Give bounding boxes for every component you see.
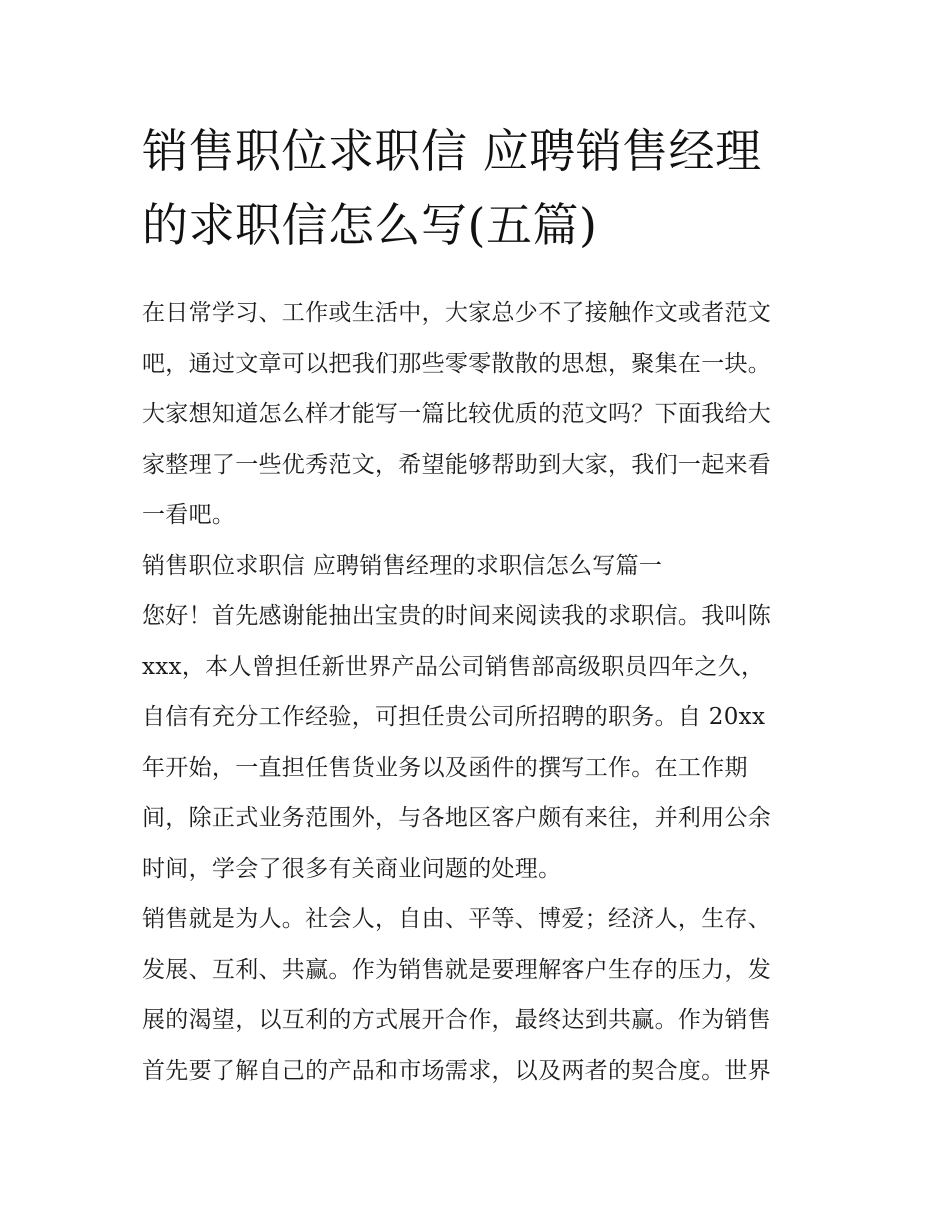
text-line: 自信有充分工作经验，可担任贵公司所招聘的职务。自 20xx — [142, 704, 766, 730]
title-line: 销售职位求职信 应聘销售经理 — [142, 124, 762, 178]
cover-letter-paragraph-2 — [142, 894, 814, 1096]
text-line: 时间，学会了很多有关商业问题的处理。 — [142, 855, 562, 882]
title-line: 的求职信怎么写(五篇) — [142, 198, 598, 252]
text-line: 您好！首先感谢能抽出宝贵的时间来阅读我的求职信。我叫陈 — [142, 603, 772, 629]
text-line: 大家想知道怎么样才能写一篇比较优质的范文吗？下面我给大 — [142, 401, 772, 427]
cover-letter-paragraph-1 — [142, 591, 814, 894]
text-line: 展的渴望，以互利的方式展开合作，最终达到共赢。作为销售 — [142, 1007, 772, 1033]
text-line: 销售就是为人。社会人，自由、平等、博爱；经济人，生存、 — [142, 906, 772, 932]
text-line: 吧，通过文章可以把我们那些零零散散的思想，聚集在一块。 — [142, 350, 772, 377]
text-line: 间，除正式业务范围外，与各地区客户颇有来往，并利用公余 — [142, 805, 772, 831]
document-title — [142, 114, 814, 262]
text-line: 发展、互利、共赢。作为销售就是要理解客户生存的压力，发 — [142, 956, 772, 983]
document-body — [142, 114, 814, 1096]
intro-paragraph — [142, 288, 814, 541]
text-line: 年开始，一直担任售货业务以及函件的撰写工作。在工作期 — [142, 754, 748, 781]
text-line: xxx，本人曾担任新世界产品公司销售部高级职员四年之久， — [142, 653, 765, 680]
text-line: 首先要了解自己的产品和市场需求，以及两者的契合度。世界 — [142, 1057, 772, 1084]
text-line: 销售职位求职信 应聘销售经理的求职信怎么写篇一 — [142, 552, 663, 579]
section-heading — [142, 541, 814, 592]
text-line: 一看吧。 — [142, 502, 236, 528]
text-line: 家整理了一些优秀范文，希望能够帮助到大家，我们一起来看 — [142, 451, 772, 478]
text-line: 在日常学习、工作或生活中，大家总少不了接触作文或者范文 — [142, 300, 772, 326]
